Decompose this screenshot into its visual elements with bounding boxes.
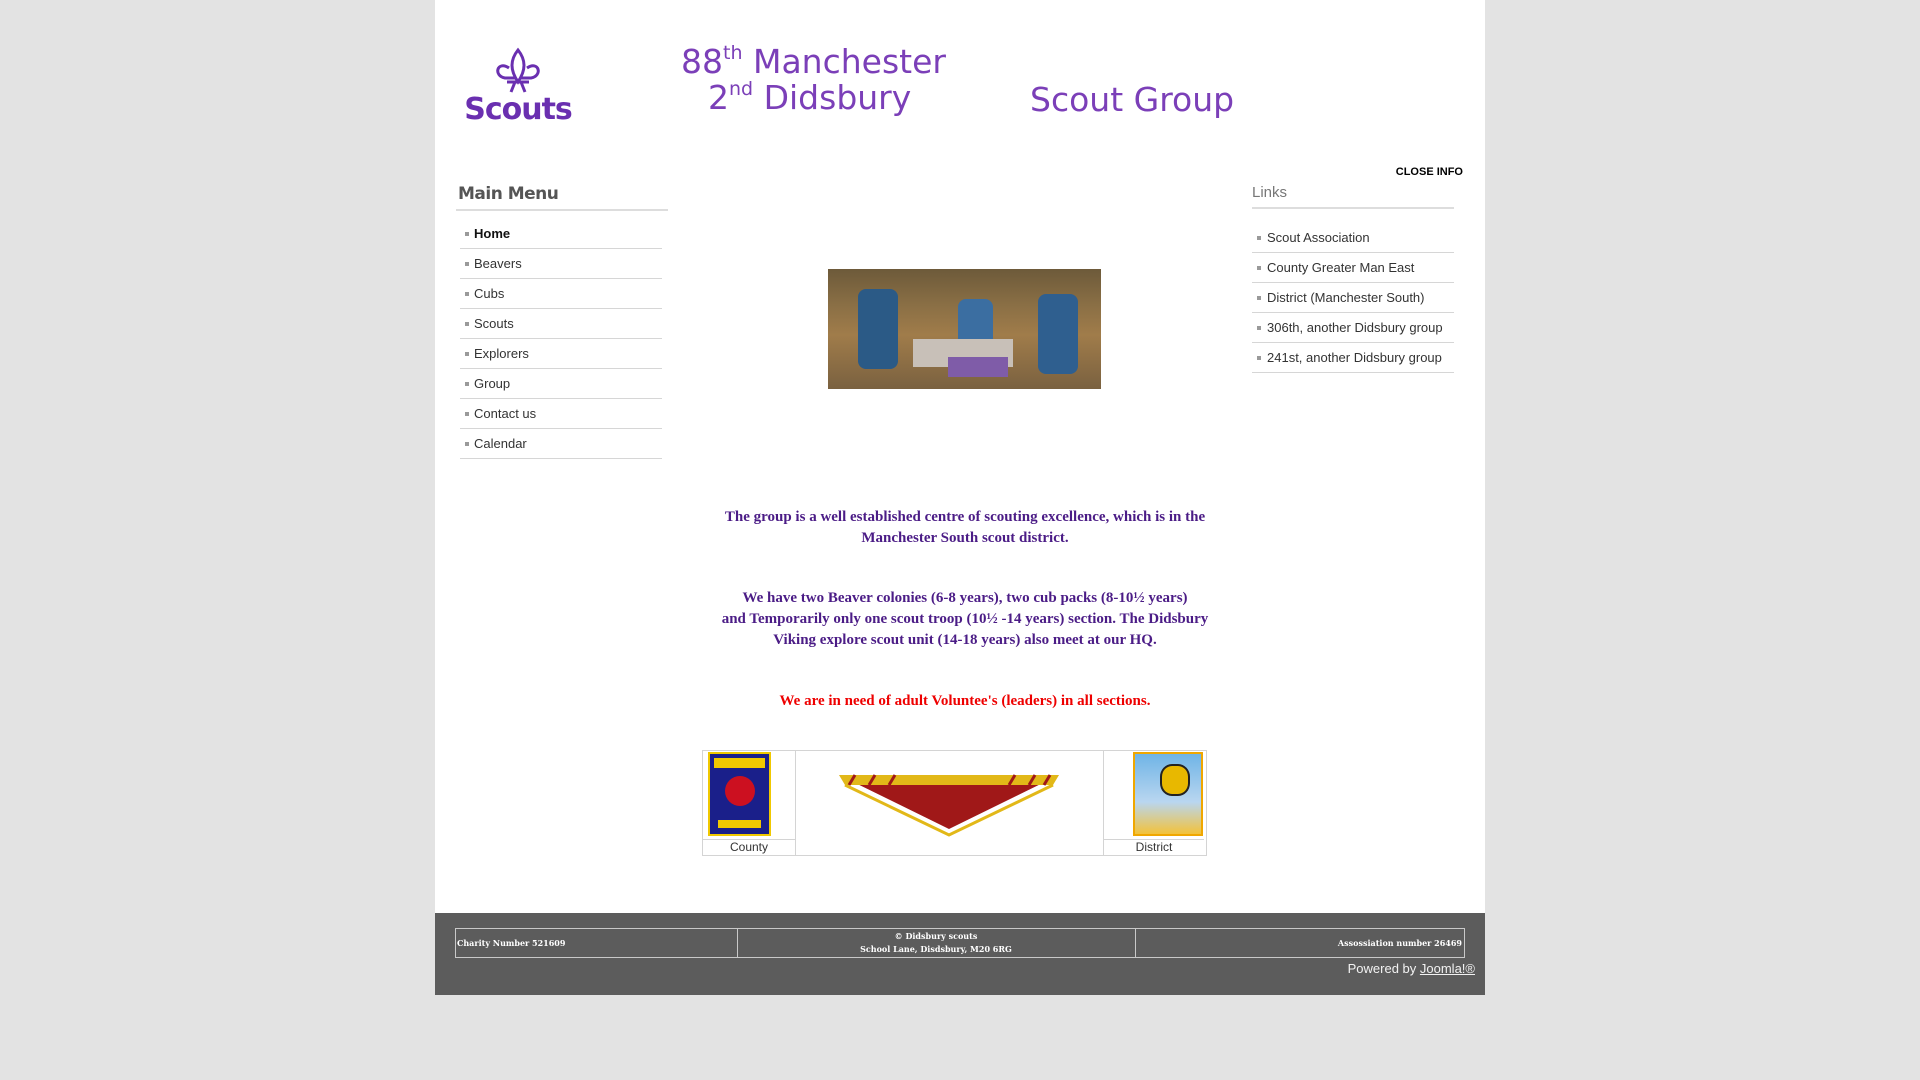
close-info-link[interactable]: CLOSE INFO [1395,166,1463,178]
bullet-icon [465,412,469,416]
county-badge-icon[interactable] [708,752,771,836]
menu-item-home[interactable]: Home [460,219,662,249]
district-badge-icon[interactable] [1133,752,1203,836]
menu-item-explorers[interactable]: Explorers [460,339,662,369]
footer [435,913,1485,995]
volunteer-appeal: We are in need of adult Voluntee's (leaders) in all sections. [779,693,1151,709]
district-cell [1104,751,1204,855]
bullet-icon [465,262,469,266]
joomla-link[interactable]: Joomla!® [1419,961,1475,976]
banner-didsbury: 2nd Didsbury [708,78,912,117]
main-menu-title: Main Menu [456,180,668,211]
link-241st[interactable]: 241st, another Didsbury group [1252,343,1454,373]
association-number: Assossiation number 26469 [1337,938,1462,948]
scouts-logo-text: Scouts [464,92,572,127]
scouts-logo[interactable] [463,46,573,128]
scouts-activity-photo [828,269,1101,389]
link-306th[interactable]: 306th, another Didsbury group [1252,313,1454,343]
sections-paragraph: We have two Beaver colonies (6-8 years), two cub packs (8-10½ years) and Temporarily only one scout troop (10½ -14 years) section. The Didsbury Viking explore scout unit (14-18 years) also meet at our HQ. [721,590,1209,648]
links-list [1252,223,1454,373]
main-menu-list [460,219,662,459]
menu-item-group[interactable]: Group [460,369,662,399]
banner-scout-group: Scout Group [1030,80,1235,119]
intro-paragraph: The group is a well established centre of scouting excellence, which is in the Manchester South scout district. [724,509,1206,546]
bullet-icon [1257,266,1261,270]
fleur-de-lis-icon [463,46,573,94]
charity-number: Charity Number 521609 [456,929,738,957]
menu-item-cubs[interactable]: Cubs [460,279,662,309]
bullet-icon [1257,356,1261,360]
menu-item-contact[interactable]: Contact us [460,399,662,429]
banner-group-number: 88th Manchester [681,42,946,81]
bullet-icon [1257,296,1261,300]
county-cell [703,751,796,855]
bullet-icon [465,352,469,356]
bullet-icon [465,292,469,296]
links-module [1252,180,1454,373]
neckerchief-icon [795,751,1103,855]
bullet-icon [465,442,469,446]
district-label: District [1135,840,1173,854]
bullet-icon [1257,326,1261,330]
neckerchief-cell [795,751,1104,855]
main-menu [456,180,668,459]
menu-item-beavers[interactable]: Beavers [460,249,662,279]
copyright-address: © Didsbury scouts School Lane, Disdsbury, M20 6RG [737,929,1136,958]
link-county[interactable]: County Greater Man East [1252,253,1454,283]
badges-table [702,750,1207,856]
links-title: Links [1252,180,1454,209]
page-container [435,0,1485,995]
link-district[interactable]: District (Manchester South) [1252,283,1454,313]
bullet-icon [465,322,469,326]
bullet-icon [465,382,469,386]
county-label: County [729,840,769,854]
bullet-icon [465,232,469,236]
menu-item-calendar[interactable]: Calendar [460,429,662,459]
bullet-icon [1257,236,1261,240]
footer-table [455,928,1465,958]
powered-by: Powered by Joomla!® [1347,961,1475,976]
link-scout-association[interactable]: Scout Association [1252,223,1454,253]
menu-item-scouts[interactable]: Scouts [460,309,662,339]
